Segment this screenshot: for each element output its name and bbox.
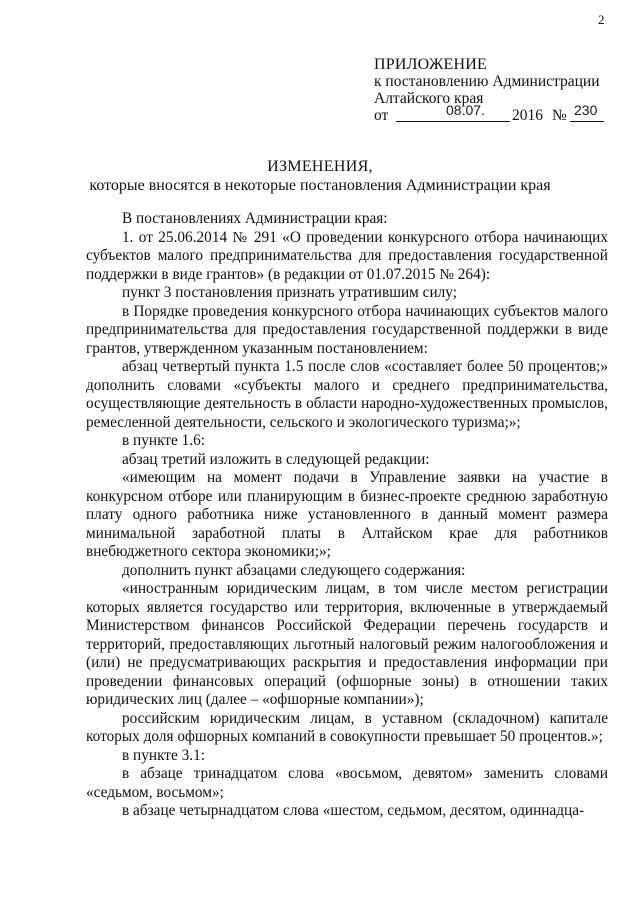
paragraph: в Порядке проведения конкурсного отбора начинающих субъектов малого предпринимательства для предоставления государственной поддержки в виде грантов, утвержденном указанным постановлением:: [86, 302, 608, 357]
appendix-date-row: [374, 102, 624, 125]
paragraph: 1. от 25.06.2014 № 291 «О проведении конкурсного отбора начинающих субъектов малого предпринимательства для предоставления государственной поддержки в виде грантов» (в редакции от 01.07.2015 № 264):: [86, 228, 608, 283]
paragraph: абзац третий изложить в следующей редакции:: [122, 450, 430, 468]
document-subheading: которые вносятся в некоторые постановления Администрации края: [89, 177, 551, 194]
date-year: 2016: [512, 107, 543, 124]
paragraph: российским юридическим лицам, в уставном (складочном) капитале которых доля офшорных компаний в совокупности превышает 50 процентов.»;: [86, 709, 608, 745]
appendix-line-2: Алтайского края: [374, 90, 484, 107]
paragraph: «иностранным юридическим лицам, в том числе местом регистрации которых является государство или территория, включенные в утверждаемый Министерством финансов Российской Федерации перечень государств и территорий, предоставляющих льготный налоговый режим налогообложения и (или) не предусматривающих раскрытия и предоставления информации при проведении финансовых операций (офшорные зоны) в отношении таких юридических лиц (далее – «офшорные компании»);: [86, 580, 608, 708]
paragraph: абзац четвертый пункта 1.5 после слов «составляет более 50 процентов;» дополнить словами «субъекты малого и среднего предпринимательства, осуществляющие деятельность в области народно-художественных промыслов, ремесленной деятельности, сельского и экологического туризма;»;: [86, 358, 608, 431]
handwritten-number: 230: [574, 102, 598, 118]
paragraph: в абзаце тринадцатом слова «восьмом, девятом» заменить словами «седьмом, восьмом»;: [86, 765, 608, 801]
paragraph: в пункте 1.6:: [122, 432, 205, 449]
page-number: 2: [598, 12, 605, 27]
date-prefix: от: [374, 107, 389, 124]
appendix-title: ПРИЛОЖЕНИЕ: [374, 56, 488, 73]
paragraph: в абзаце четырнадцатом слова «шестом, седьмом, десятом, одиннадца-: [122, 802, 585, 819]
appendix-block: [374, 56, 624, 125]
paragraph: дополнить пункт абзацами следующего содержания:: [122, 561, 466, 579]
document-body: [86, 210, 608, 821]
paragraph: в пункте 3.1:: [122, 746, 205, 764]
paragraph: пункт 3 постановления признать утратившим силу;: [122, 284, 457, 301]
document-heading: ИЗМЕНЕНИЯ,: [267, 158, 373, 175]
appendix-line-1: к постановлению Администрации: [374, 73, 600, 90]
paragraph: В постановлениях Администрации края:: [122, 210, 388, 227]
paragraph: «имеющим на момент подачи в Управление заявки на участие в конкурсном отборе или планирующим в бизнес-проекте среднюю заработную плату одного работника ниже установленного в данный момент размера минимальной заработной платы в Алтайском крае для работников внебюджетного сектора экономики;»;: [86, 469, 608, 560]
number-sign: №: [552, 107, 567, 124]
handwritten-date: 08.07.: [446, 102, 485, 118]
